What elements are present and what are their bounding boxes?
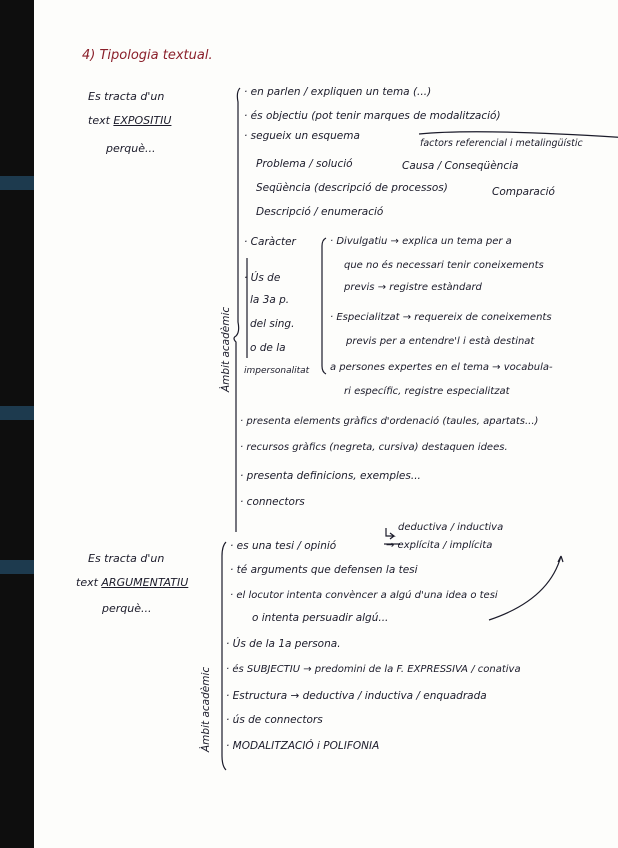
list-item: del sing. <box>250 318 295 330</box>
arrow-persuadir <box>489 556 563 620</box>
page-title: 4) Tipologia textual. <box>82 48 213 63</box>
list-item: · MODALITZACIÓ i POLIFONIA <box>226 740 380 752</box>
argumentatiu-intro-2 <box>76 576 188 589</box>
ambit-academic-label-2: Àmbit acadèmic <box>200 666 212 752</box>
list-item: · en parlen / expliquen un tema (...) <box>244 86 432 98</box>
list-item: · Ús de la 1a persona. <box>226 638 341 650</box>
list-item: Comparació <box>492 186 555 198</box>
list-item: Problema / solució <box>256 158 353 170</box>
list-item: · Caràcter <box>244 236 296 248</box>
list-item: → explícita / implícita <box>386 540 493 551</box>
argumentatiu-type: ARGUMENTATIU <box>101 576 189 589</box>
list-item: ri específic, registre especialitzat <box>344 386 510 397</box>
esquema-note: factors referencial i metalingüístic <box>420 138 583 149</box>
text-word: text <box>88 114 110 127</box>
list-item: previs → registre estàndard <box>344 282 482 293</box>
list-item: · presenta definicions, exemples... <box>240 470 421 482</box>
list-item: o de la <box>250 342 286 354</box>
arrow-deductiva <box>386 528 394 539</box>
list-item: · Estructura → deductiva / inductiva / enquadrada <box>226 690 487 702</box>
list-item: · és objectiu (pot tenir marques de modalització) <box>244 110 501 122</box>
list-item: · Ús de <box>244 272 281 284</box>
list-item: que no és necessari tenir coneixements <box>344 260 544 271</box>
list-item: Descripció / enumeració <box>256 206 384 218</box>
ambit-academic-label: Àmbit acadèmic <box>220 306 232 392</box>
list-item: · es una tesi / opinió <box>230 540 337 552</box>
list-item: · recursos gràfics (negreta, cursiva) destaquen idees. <box>240 442 508 453</box>
list-item: · connectors <box>240 496 305 508</box>
bracket-argumentatiu <box>222 542 226 770</box>
text-word: text <box>76 576 98 589</box>
bracket-caracter <box>322 238 326 374</box>
expositiu-intro-3: perquè... <box>106 142 156 155</box>
list-item: previs per a entendre'l i està destinat <box>346 336 535 347</box>
argumentatiu-intro-1: Es tracta d'un <box>88 552 165 565</box>
expositiu-intro-2 <box>88 114 171 127</box>
list-item: o intenta persuadir algú... <box>252 612 389 624</box>
expositiu-intro-1: Es tracta d'un <box>88 90 165 103</box>
list-item: · el locutor intenta convèncer a algú d'una idea o tesi <box>230 590 498 601</box>
list-item: a persones expertes en el tema → vocabula- <box>330 362 553 373</box>
list-item: · ús de connectors <box>226 714 323 726</box>
list-item: · Especialitzat → requereix de coneixements <box>330 312 552 323</box>
list-item: · Divulgatiu → explica un tema per a <box>330 236 512 247</box>
list-item: la 3a p. <box>250 294 290 306</box>
list-item: · és SUBJECTIU → predomini de la F. EXPRESSIVA / conativa <box>226 664 521 675</box>
list-item: Seqüència (descripció de processos) <box>256 182 448 194</box>
list-item: · presenta elements gràfics d'ordenació (taules, apartats...) <box>240 416 539 427</box>
notebook-page <box>34 0 618 848</box>
list-item: deductiva / inductiva <box>398 522 504 533</box>
bracket-expositiu <box>234 88 240 532</box>
list-item: · segueix un esquema <box>244 130 360 142</box>
list-item: impersonalitat <box>244 366 310 376</box>
argumentatiu-intro-3: perquè... <box>102 602 152 615</box>
expositiu-type: EXPOSITIU <box>113 114 172 127</box>
list-item: · té arguments que defensen la tesi <box>230 564 418 576</box>
list-item: Causa / Conseqüència <box>402 160 519 172</box>
